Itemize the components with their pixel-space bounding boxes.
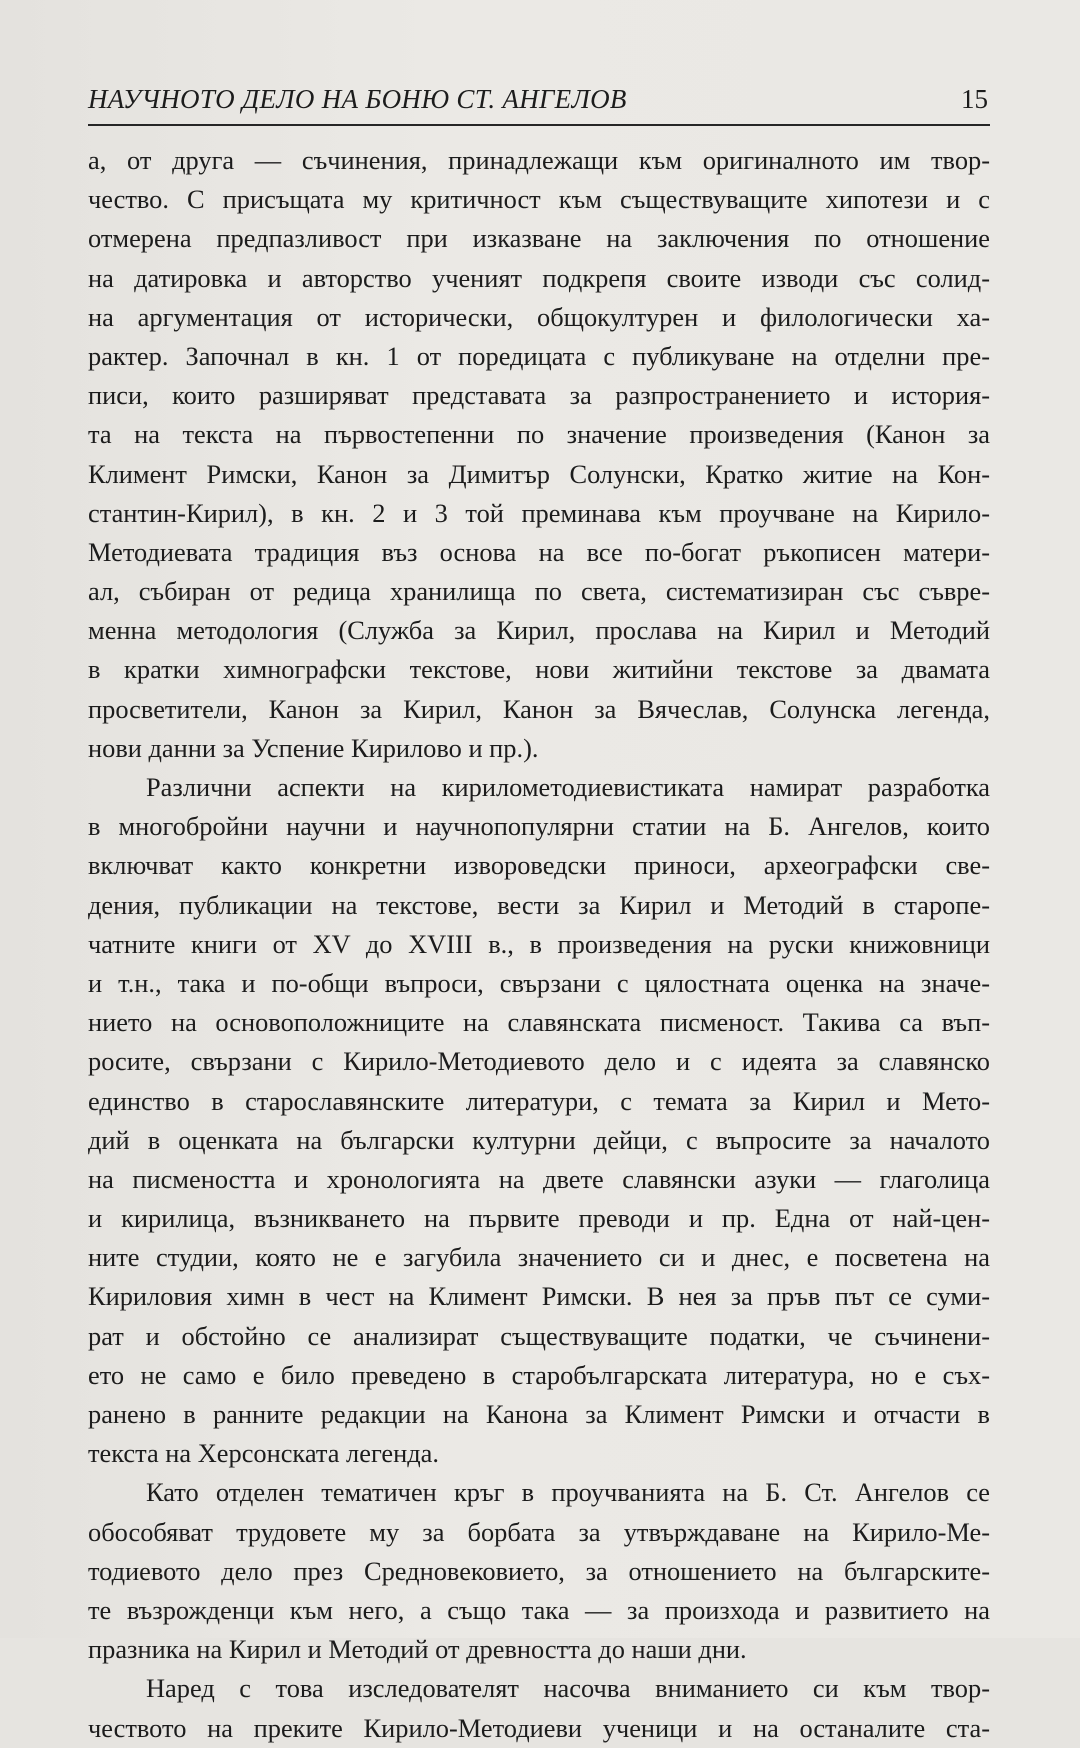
text-line: писи, които разширяват представата за разпространението и история-	[88, 380, 990, 411]
text-line: Различни аспекти на кирилометодиевистиката намират разработка	[146, 772, 990, 802]
text-line: Като отделен тематичен кръг в проучванията на Б. Ст. Ангелов се	[146, 1477, 990, 1508]
text-line: в многобройни научни и научнопопулярни статии на Б. Ангелов, които	[88, 811, 990, 842]
text-line: и т.н., така и по-общи въпроси, свързани с цялостната оценка на значе-	[88, 967, 990, 998]
text-line: менна методология (Служба за Кирил, прослава на Кирил и Методий	[88, 615, 990, 646]
text-line: стантин-Кирил), в кн. 2 и 3 той преминава към проучване на Кирило-	[88, 497, 990, 528]
text-line: чество. С присъщата му критичност към съществуващите хипотези и с	[88, 184, 990, 215]
text-line: чеството на преките Кирило-Методиеви ученици и на останалите ста-	[88, 1712, 990, 1743]
body-text	[88, 141, 990, 1748]
text-line: просветители, Канон за Кирил, Канон за Вячеслав, Солунска легенда,	[88, 693, 990, 724]
running-header	[88, 80, 990, 126]
text-line: тодиевото дело през Средновековието, за отношението на българските-	[88, 1555, 990, 1586]
paragraph-1	[88, 141, 990, 768]
text-line: та на текста на първостепенни по значение произведения (Канон за	[88, 419, 990, 450]
paragraph-4	[88, 1669, 990, 1747]
text-line: на аргументация от исторически, общокултурен и филологически ха-	[88, 301, 990, 332]
text-line: дий в оценката на български културни дейци, с въпросите за началото	[88, 1124, 990, 1155]
text-line: единство в старославянските литератури, с темата за Кирил и Мето-	[88, 1085, 990, 1116]
text-line: на датировка и авторство ученият подкрепя своите изводи със солид-	[88, 262, 990, 293]
text-line: чатните книги от XV до XVIII в., в произведения на руски книжовници	[88, 928, 990, 959]
running-title: НАУЧНОТО ДЕЛО НА БОНЮ СТ. АНГЕЛОВ	[88, 84, 627, 114]
text-line: нието на основоположниците на славянската писменост. Такива са въп-	[88, 1007, 990, 1038]
text-line: ето не само е било преведено в старобългарската литература, но е съх-	[88, 1359, 990, 1390]
text-line: празника на Кирил и Методий от древността до наши дни.	[88, 1634, 747, 1665]
text-line: на писмеността и хронологията на двете славянски азуки — глаголица	[88, 1163, 990, 1194]
text-line: рат и обстойно се анализират съществуващите податки, че съчинени-	[88, 1320, 990, 1351]
text-line: нови данни за Успение Кирилово и пр.).	[88, 732, 539, 763]
text-line: текста на Херсонската легенда.	[88, 1438, 439, 1469]
text-line: Климент Римски, Канон за Димитър Солунски, Кратко житие на Кон-	[88, 458, 990, 489]
text-line: и кирилица, възникването на първите преводи и пр. Една от най-цен-	[88, 1203, 990, 1234]
text-line: ранено в ранните редакции на Канона за Климент Римски и отчасти в	[88, 1399, 990, 1429]
text-line: в кратки химнографски текстове, нови житийни текстове за двамата	[88, 654, 990, 685]
text-line: дения, публикации на текстове, вести за Кирил и Методий в старопе-	[88, 889, 990, 920]
text-line: Кириловия химн в чест на Климент Римски. В нея за пръв път се суми-	[88, 1281, 990, 1312]
text-line: Методиевата традиция въз основа на все по-богат ръкописен матери-	[88, 536, 990, 567]
page-number: 15	[961, 84, 988, 114]
paragraph-3	[88, 1473, 990, 1669]
text-line: ал, събиран от редица хранилища по света, систематизиран със съвре-	[88, 576, 990, 607]
paragraph-2	[88, 768, 990, 1473]
text-line: рактер. Започнал в кн. 1 от поредицата с публикуване на отделни пре-	[88, 340, 990, 371]
text-line: росите, свързани с Кирило-Методиевото дело и с идеята за славянско	[88, 1046, 990, 1077]
text-line: Наред с това изследователят насочва вниманието си към твор-	[146, 1673, 990, 1704]
text-line: отмерена предпазливост при изказване на заключения по отношение	[88, 223, 990, 254]
text-line: а, от друга — съчинения, принадлежащи към оригиналното им твор-	[88, 145, 990, 175]
text-line: обособяват трудовете му за борбата за утвърждаване на Кирило-Ме-	[88, 1516, 990, 1547]
text-line: те възрожденци към него, а също така — за произхода и развитието на	[88, 1594, 990, 1625]
text-line: ните студии, която не е загубила значението си и днес, е посветена на	[88, 1242, 990, 1273]
text-line: включват както конкретни изворoведски приноси, археографски све-	[88, 850, 990, 881]
